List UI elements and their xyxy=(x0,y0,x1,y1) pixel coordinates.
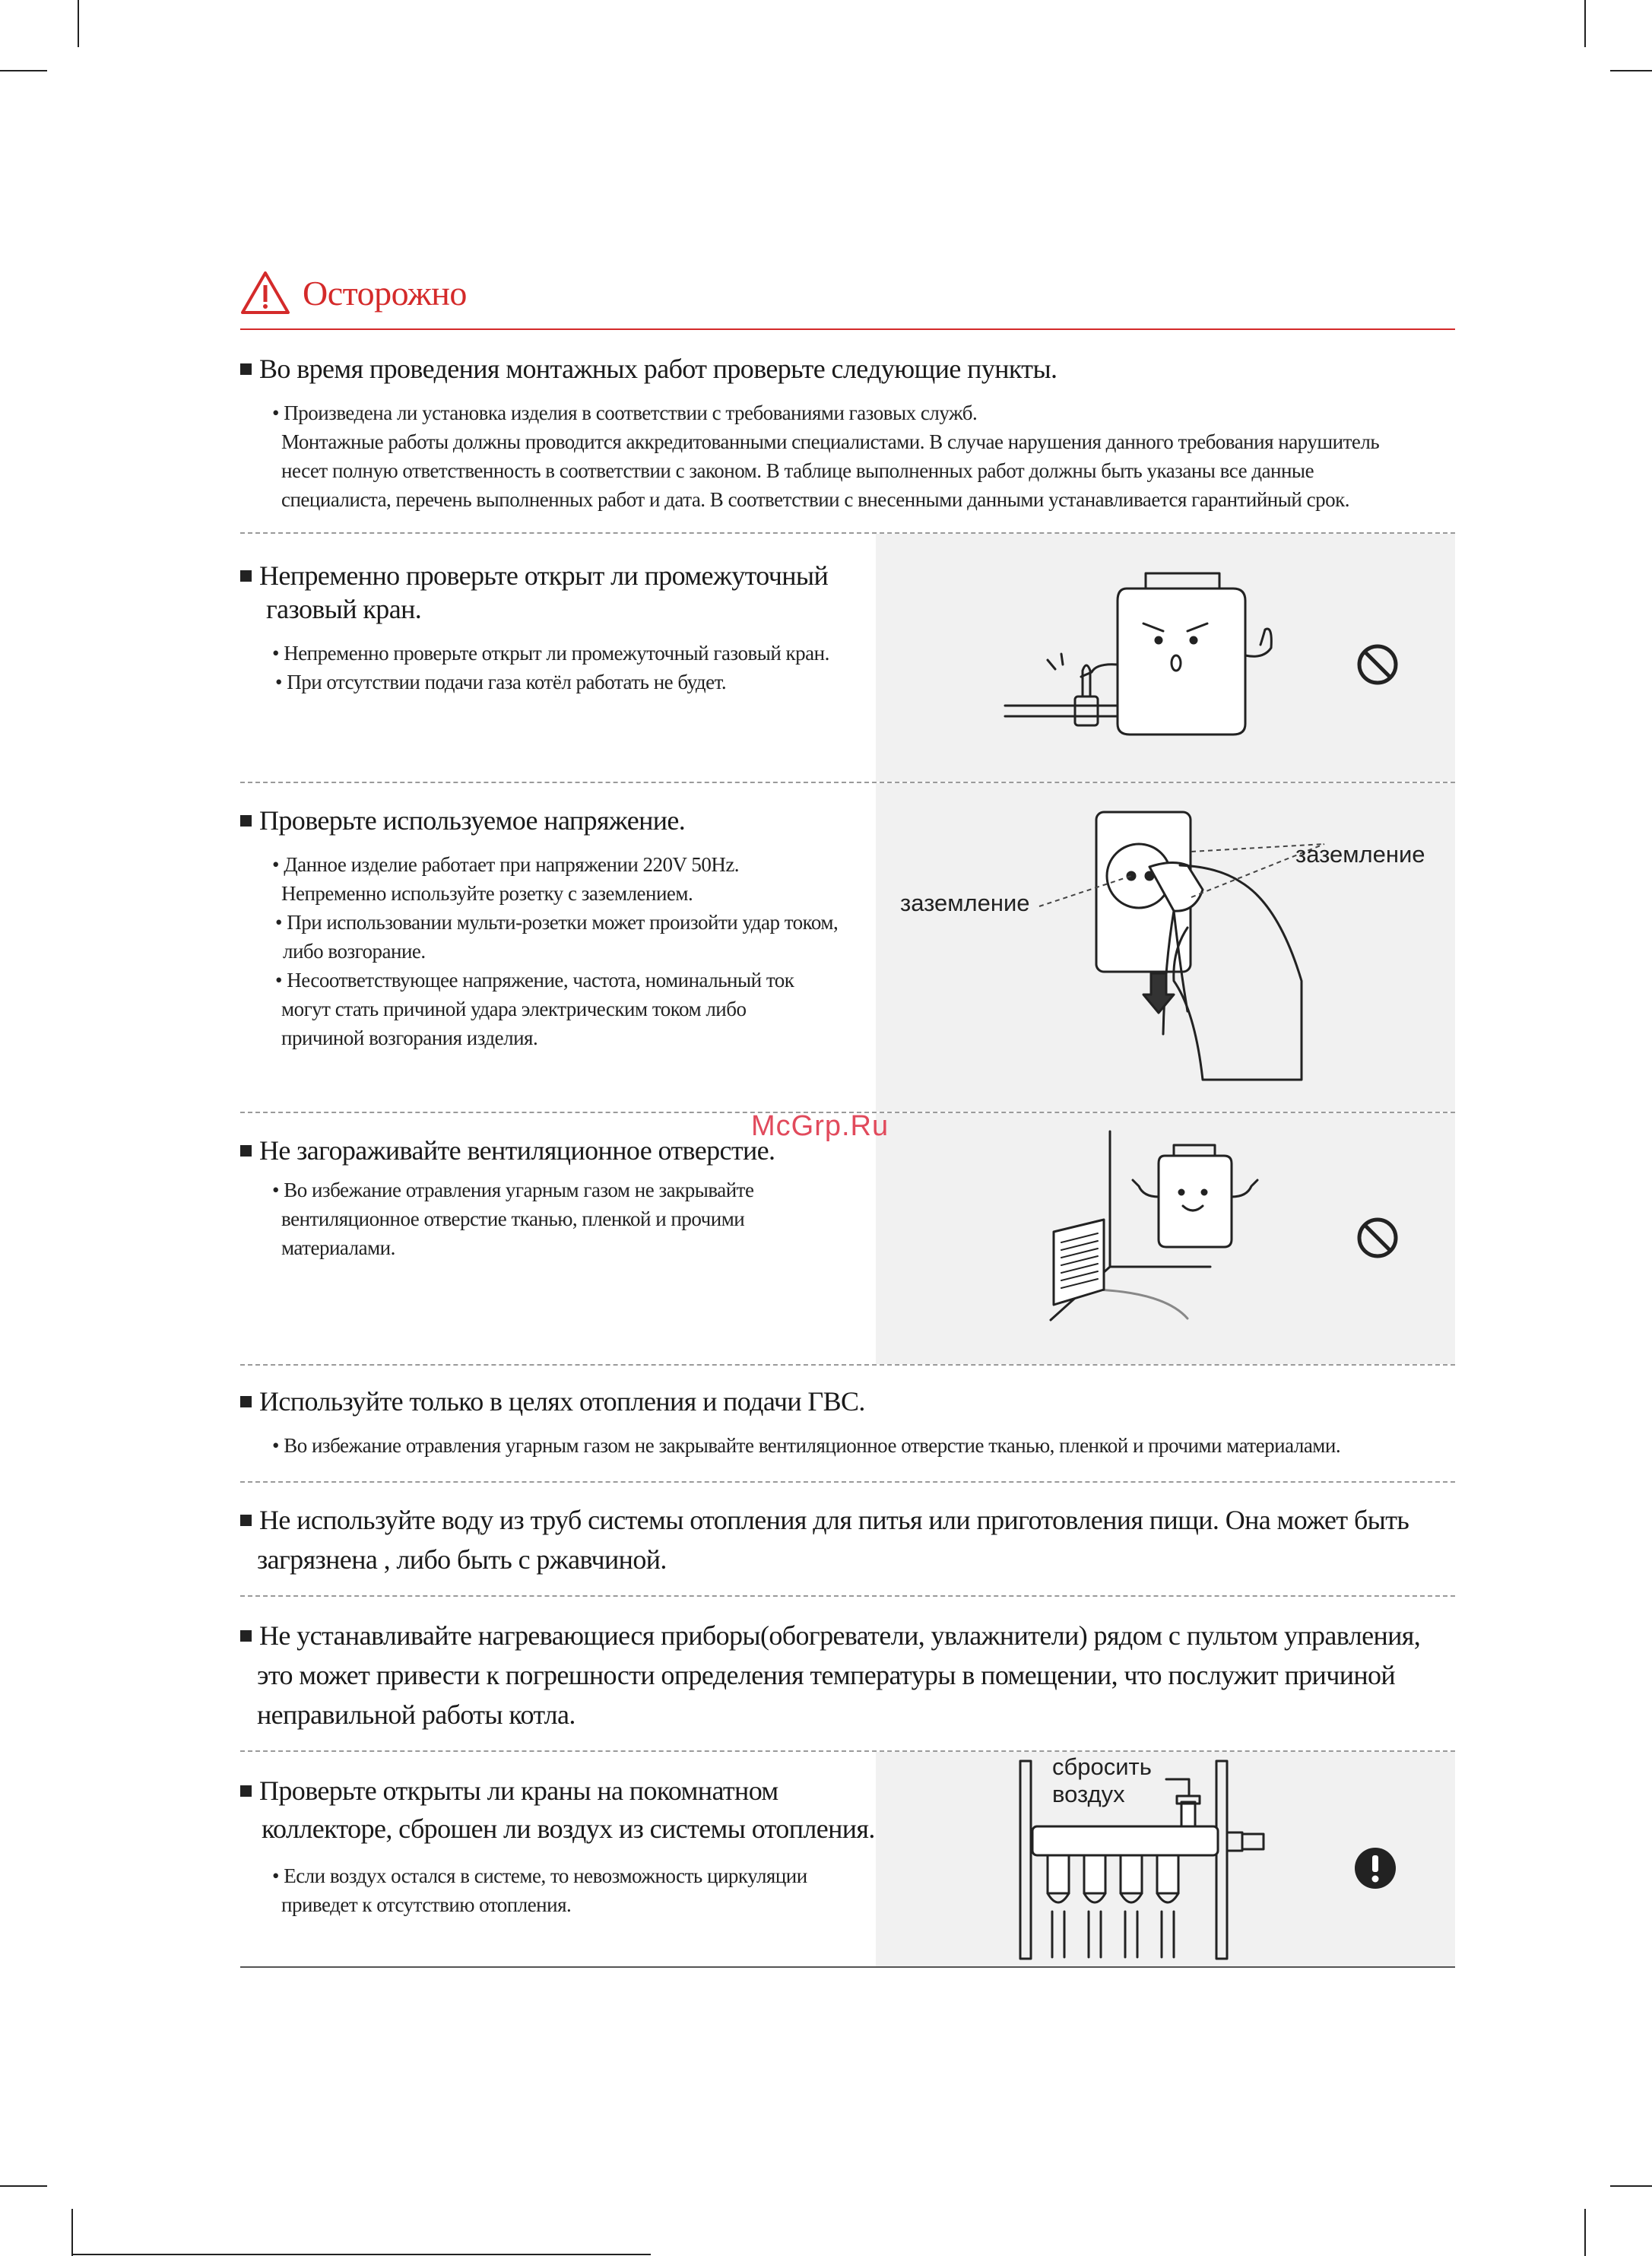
section-heading: Проверьте используемое напряжение. xyxy=(240,801,685,839)
watermark: McGrp.Ru xyxy=(751,1110,889,1142)
section-heading: Не устанавливайте нагревающиеся приборы(обогреватели, увлажнители) рядом с пультом управления, xyxy=(240,1617,1420,1655)
section-heading-cont: это может привести к погрешности определения температуры в помещении, что послужит причиной xyxy=(257,1660,1396,1690)
crop-mark xyxy=(1610,70,1652,71)
crop-mark xyxy=(1584,0,1586,47)
crop-mark xyxy=(71,2209,73,2256)
section-heading: Непременно проверьте открыт ли промежуточный xyxy=(240,557,828,595)
body-text: вентиляционное отверстие тканью, пленкой и прочими xyxy=(281,1207,745,1230)
illustration-panel xyxy=(876,783,1455,1112)
warning-triangle-icon xyxy=(240,270,290,316)
body-text: Непременно используйте розетку с заземлением. xyxy=(281,882,693,905)
crop-mark xyxy=(1610,2185,1652,2187)
bullet-text: • Во избежание отравления угарным газом не закрывайте xyxy=(272,1179,754,1201)
release-air-label: воздух xyxy=(1052,1781,1125,1807)
bullet-text: • Данное изделие работает при напряжении 220V 50Hz. xyxy=(272,853,740,876)
illustration-panel xyxy=(876,534,1455,782)
section-heading-cont: газовый кран. xyxy=(266,594,422,624)
bottom-rule xyxy=(73,2254,651,2255)
body-text: материалами. xyxy=(281,1236,395,1259)
crop-mark xyxy=(0,2185,47,2187)
bullet-text: • Несоответствующее напряжение, частота, номинальный ток xyxy=(275,969,794,992)
bullet-text: • Во избежание отравления угарным газом не закрывайте вентиляционное отверстие тканью, пленкой и прочими материалами. xyxy=(272,1434,1341,1457)
page-title xyxy=(240,266,467,319)
section-heading-cont: загрязнена , либо быть с ржавчиной. xyxy=(257,1544,667,1575)
section-heading: Во время проведения монтажных работ проверьте следующие пункты. xyxy=(240,350,1057,388)
body-text: приведет к отсутствию отопления. xyxy=(281,1893,572,1916)
bullet-text: • При отсутствии подачи газа котёл работать не будет. xyxy=(275,671,727,693)
body-text: либо возгорание. xyxy=(283,940,426,963)
body-text: несет полную ответственность в соответствии с законом. В таблице выполненных работ должны быть указаны все данные xyxy=(281,459,1314,482)
ground-label: заземление xyxy=(900,890,1030,916)
section-heading: Не загораживайте вентиляционное отверстие. xyxy=(240,1131,775,1169)
prohibited-icon xyxy=(1356,1217,1399,1259)
crop-mark xyxy=(0,70,47,71)
section-heading: Не используйте воду из труб системы отопления для питья или приготовления пищи. Она может быть xyxy=(240,1501,1409,1539)
bullet-text: • Произведена ли установка изделия в соответствии с требованиями газовых служб. xyxy=(272,401,978,424)
bullet-text: • При использовании мульти-розетки может произойти удар током, xyxy=(275,911,839,934)
section-heading: Проверьте открыты ли краны на покомнатном xyxy=(240,1772,778,1810)
body-text: Монтажные работы должны проводится аккредитованными специалистами. В случае нарушения данного требования нарушитель xyxy=(281,430,1380,453)
bottom-divider xyxy=(240,1966,1455,1968)
crop-mark xyxy=(1584,2209,1586,2256)
body-text: причиной возгорания изделия. xyxy=(281,1026,538,1049)
exclamation-icon xyxy=(1353,1846,1397,1890)
release-air-label: сбросить xyxy=(1052,1753,1152,1780)
title-rule xyxy=(240,328,1455,330)
section-heading: Используйте только в целях отопления и подачи ГВС. xyxy=(240,1382,865,1420)
ground-label: заземление xyxy=(1295,841,1425,868)
body-text: специалиста, перечень выполненных работ и дата. В соответствии с внесенными данными устанавливается гарантийный срок. xyxy=(281,488,1349,511)
title-text: Осторожно xyxy=(303,273,467,313)
dashed-divider xyxy=(240,1595,1455,1597)
dashed-divider xyxy=(240,1481,1455,1483)
body-text: могут стать причиной удара электрическим током либо xyxy=(281,998,747,1020)
illustration-panel xyxy=(876,1752,1455,1966)
crop-mark xyxy=(78,0,79,47)
section-heading-cont: коллекторе, сброшен ли воздух из системы отопления. xyxy=(262,1813,875,1844)
dashed-divider xyxy=(240,1364,1455,1366)
prohibited-icon xyxy=(1356,643,1399,686)
grounded-socket-illustration xyxy=(876,783,1455,1112)
bullet-text: • Если воздух остался в системе, то невозможность циркуляции xyxy=(272,1864,807,1887)
illustration-panel xyxy=(876,1113,1455,1364)
bullet-text: • Непременно проверьте открыт ли промежуточный газовый кран. xyxy=(272,642,829,665)
section-heading-cont: неправильной работы котла. xyxy=(257,1699,576,1730)
